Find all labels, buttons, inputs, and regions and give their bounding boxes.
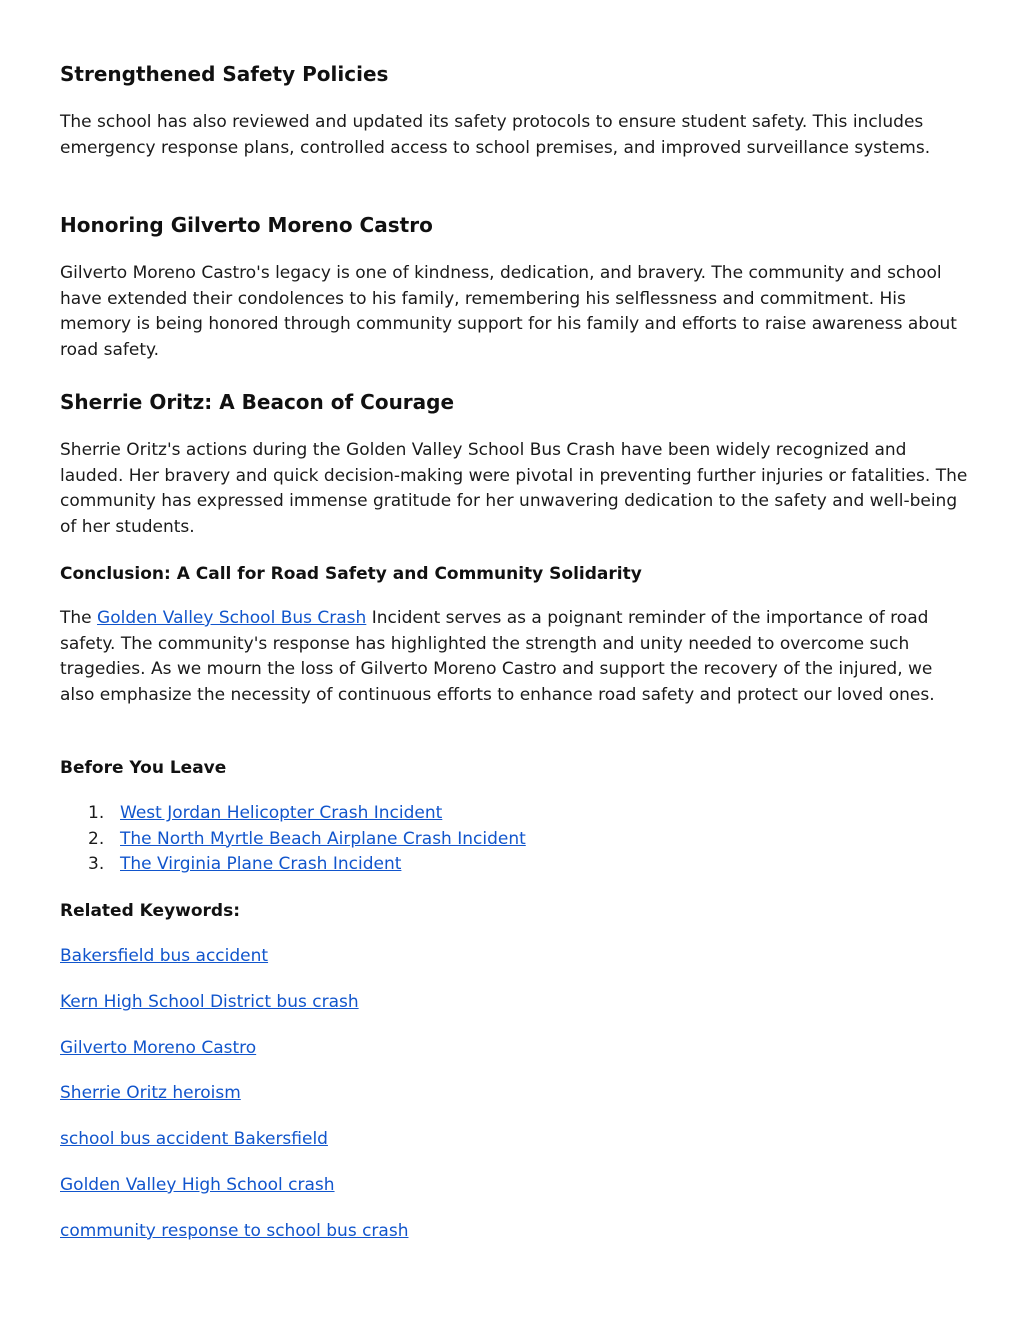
keyword-link[interactable]: Golden Valley High School crash xyxy=(60,1175,335,1195)
golden-valley-crash-link[interactable]: Golden Valley School Bus Crash xyxy=(97,608,367,628)
keyword-link[interactable]: Gilverto Moreno Castro xyxy=(60,1038,257,1058)
list-item xyxy=(60,852,526,878)
heading-honoring: Honoring Gilverto Moreno Castro xyxy=(60,213,433,237)
keyword-link[interactable]: Sherrie Oritz heroism xyxy=(60,1083,241,1103)
before-you-leave-list xyxy=(60,801,526,878)
keyword-item xyxy=(60,1173,335,1199)
heading-related-keywords: Related Keywords: xyxy=(60,901,241,921)
keyword-item xyxy=(60,944,268,970)
paragraph-honoring: Gilverto Moreno Castro's legacy is one of kindness, dedication, and bravery. The community and school have extended their condolences to his family, remembering his selflessness and commitment. His memory is being honored through community support for his family and efforts to raise awareness about road safety. xyxy=(60,263,957,360)
keyword-link[interactable]: Kern High School District bus crash xyxy=(60,992,359,1012)
paragraph-conclusion xyxy=(60,606,970,708)
keyword-item xyxy=(60,1081,241,1107)
heading-safety-policies: Strengthened Safety Policies xyxy=(60,62,389,86)
heading-conclusion: Conclusion: A Call for Road Safety and Community Solidarity xyxy=(60,564,642,584)
virginia-plane-link[interactable]: The Virginia Plane Crash Incident xyxy=(120,854,402,875)
keyword-item xyxy=(60,1219,408,1245)
conclusion-suffix: Incident serves as a poignant reminder of the importance of road safety. The community's response has highlighted the strength and unity needed to overcome such tragedies. As we mourn the loss of Gilverto Moreno Castro and support the recovery of the injured, we also emphasize the necessity of continuous efforts to enhance road safety and protect our loved ones. xyxy=(60,608,935,705)
heading-sherrie-oritz: Sherrie Oritz: A Beacon of Courage xyxy=(60,390,455,414)
list-number: 1. xyxy=(88,803,105,823)
keyword-item xyxy=(60,1127,328,1153)
west-jordan-link[interactable]: West Jordan Helicopter Crash Incident xyxy=(120,803,443,823)
north-myrtle-beach-link[interactable]: The North Myrtle Beach Airplane Crash Incident xyxy=(120,828,526,849)
paragraph-safety-policies: The school has also reviewed and updated its safety protocols to ensure student safety. This includes emergency response plans, controlled access to school premises, and improved surveillance systems. xyxy=(60,112,931,158)
list-number: 2. xyxy=(88,828,105,849)
paragraph-sherrie-oritz: Sherrie Oritz's actions during the Golden Valley School Bus Crash have been widely recognized and lauded. Her bravery and quick decision-making were pivotal in preventing further injuries or fatalities. The community has expressed immense gratitude for her unwavering dedication to the safety and well-being of her students. xyxy=(60,440,968,537)
conclusion-prefix: The xyxy=(60,608,98,628)
list-number: 3. xyxy=(88,854,105,875)
keyword-item xyxy=(60,990,359,1016)
keyword-link[interactable]: Bakersfield bus accident xyxy=(60,946,269,966)
keyword-item xyxy=(60,1036,256,1062)
keyword-link[interactable]: school bus accident Bakersfield xyxy=(60,1129,328,1149)
list-item xyxy=(60,827,526,853)
keyword-link[interactable]: community response to school bus crash xyxy=(60,1221,409,1241)
heading-before-you-leave: Before You Leave xyxy=(60,758,227,778)
list-item xyxy=(60,801,526,827)
